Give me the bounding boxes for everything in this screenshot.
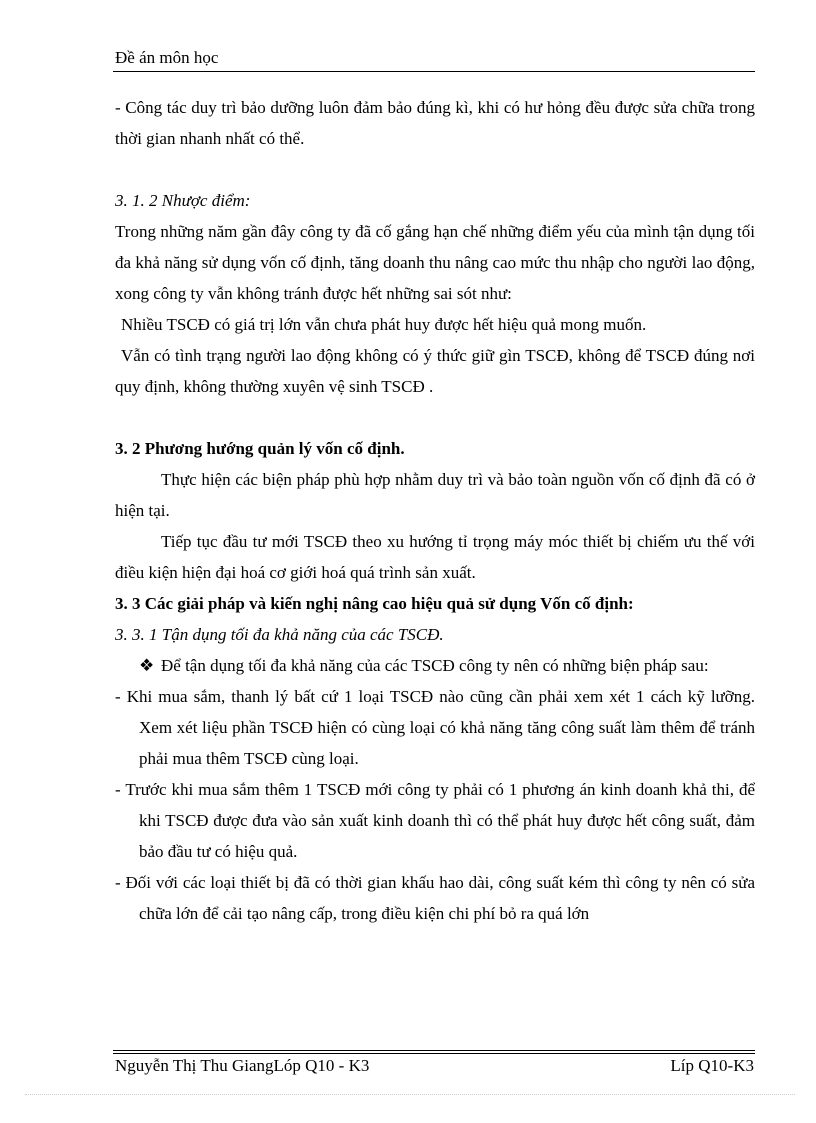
footer-class: Líp Q10-K3: [670, 1056, 754, 1075]
paragraph-weakness-intro: Trong những năm gần đây công ty đã cố gắng hạn chế những điểm yếu của mình tận dụng tối đa khả năng sử dụng vốn cố định, tăng doanh thu nâng cao mức thu nhập cho người lao động, xong công ty vẫn không tránh được hết những sai sót như:: [115, 222, 755, 303]
footer-rule-bottom: [113, 1053, 755, 1054]
paragraph-weakness-1: Nhiều TSCĐ có giá trị lớn vẫn chưa phát huy được hết hiệu quả mong muốn.: [121, 315, 647, 334]
paragraph-maintenance: - Công tác duy trì bảo dưỡng luôn đảm bảo đúng kì, khi có hư hỏng đều được sửa chữa trong thời gian nhanh nhất có thể.: [115, 98, 755, 148]
dash-item-1: - Khi mua sắm, thanh lý bất cứ 1 loại TSCĐ nào cũng cần phải xem xét 1 cách kỹ lưỡng. Xem xét liệu phần TSCĐ hiện có cùng loại có khả năng tăng công suất làm thêm để tránh phải mua thêm TSCĐ cùng loại.: [115, 687, 755, 768]
bullet-text: Để tận dụng tối đa khả năng của các TSCĐ công ty nên có những biện pháp sau:: [161, 656, 709, 675]
heading-3-2: 3. 2 Phương hướng quản lý vốn cố định.: [115, 439, 405, 458]
paragraph-direction-2: Tiếp tục đầu tư mới TSCĐ theo xu hướng tỉ trọng máy móc thiết bị chiếm ưu thế với điều kiện hiện đại hoá cơ giới hoá quá trình sản xuất.: [115, 532, 755, 582]
header-rule: [113, 71, 755, 72]
document-body: [115, 92, 755, 929]
footer-rule-top: [113, 1050, 755, 1051]
paragraph-weakness-2: Vẫn có tình trạng người lao động không có ý thức giữ gìn TSCĐ, không để TSCĐ đúng nơi quy định, không thường xuyên vệ sinh TSCĐ .: [115, 346, 755, 396]
dash-item-3: - Đối với các loại thiết bị đã có thời gian khấu hao dài, công suất kém thì công ty nên có sửa chữa lớn để cải tạo nâng cấp, trong điều kiện chi phí bỏ ra quá lớn: [115, 873, 755, 923]
page-bottom-dotted-border: [25, 1094, 795, 1095]
dash-item-2: - Trước khi mua sắm thêm 1 TSCĐ mới công ty phải có 1 phương án kinh doanh khả thi, để khi TSCĐ được đưa vào sản xuất kinh doanh thì có thể phát huy được hết công suất, đảm bảo đầu tư có hiệu quả.: [115, 780, 755, 861]
footer-author: Nguyễn Thị Thu GiangLóp Q10 - K3: [115, 1056, 370, 1075]
paragraph-direction-1: Thực hiện các biện pháp phù hợp nhằm duy trì và bảo toàn nguồn vốn cố định đã có ở hiện tại.: [115, 470, 755, 520]
bullet-item: [115, 650, 755, 681]
heading-3-3: 3. 3 Các giải pháp và kiến nghị nâng cao hiệu quả sử dụng Vốn cố định:: [115, 594, 634, 613]
diamond-bullet-icon: ❖: [139, 656, 155, 675]
page-header-title: Đề án môn học: [115, 48, 219, 67]
heading-3-1-2: 3. 1. 2 Nhược điểm:: [115, 191, 251, 210]
heading-3-3-1: 3. 3. 1 Tận dụng tối đa khả năng của các TSCĐ.: [115, 625, 444, 644]
